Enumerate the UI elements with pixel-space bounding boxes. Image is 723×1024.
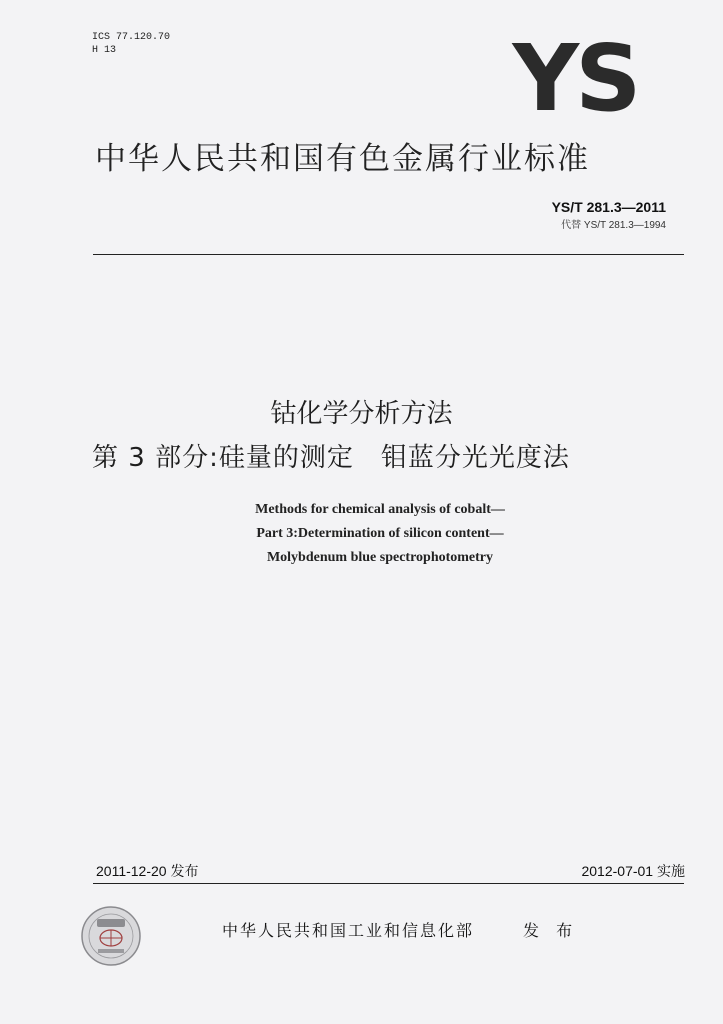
standard-number: YS/T 281.3—2011: [551, 199, 666, 215]
ys-logo: [500, 38, 650, 118]
issuing-org-title: 中华人民共和国有色金属行业标准: [95, 141, 590, 177]
chinese-title-line2: 第 3 部分:硅量的测定 钼蓝分光光度法: [92, 443, 570, 473]
header-divider: [93, 254, 684, 255]
implementation-date: 2012-07-01 实施: [581, 863, 685, 879]
publisher-name: 中华人民共和国工业和信息化部: [222, 921, 475, 940]
english-title-line3: Molybdenum blue spectrophotometry: [266, 550, 494, 565]
issue-date: 2011-12-20 发布: [96, 863, 199, 879]
publish-label: 发 布: [523, 921, 579, 940]
standard-number-block: [552, 199, 666, 231]
english-title-line1: Methods for chemical analysis of cobalt—: [255, 502, 505, 517]
svg-text:YS: YS: [512, 38, 638, 118]
english-title-line2: Part 3:Determination of silicon content—: [256, 526, 504, 541]
classification-codes: [92, 31, 170, 57]
ics-code: ICS 77.120.70: [92, 32, 171, 43]
ccs-code: H 13: [92, 45, 117, 56]
chinese-title-line1: 钴化学分析方法: [270, 399, 453, 429]
replaces-standard: 代替 YS/T 281.3—1994: [561, 220, 666, 231]
footer-divider: [93, 883, 684, 884]
anti-counterfeit-seal-icon: [80, 905, 142, 967]
